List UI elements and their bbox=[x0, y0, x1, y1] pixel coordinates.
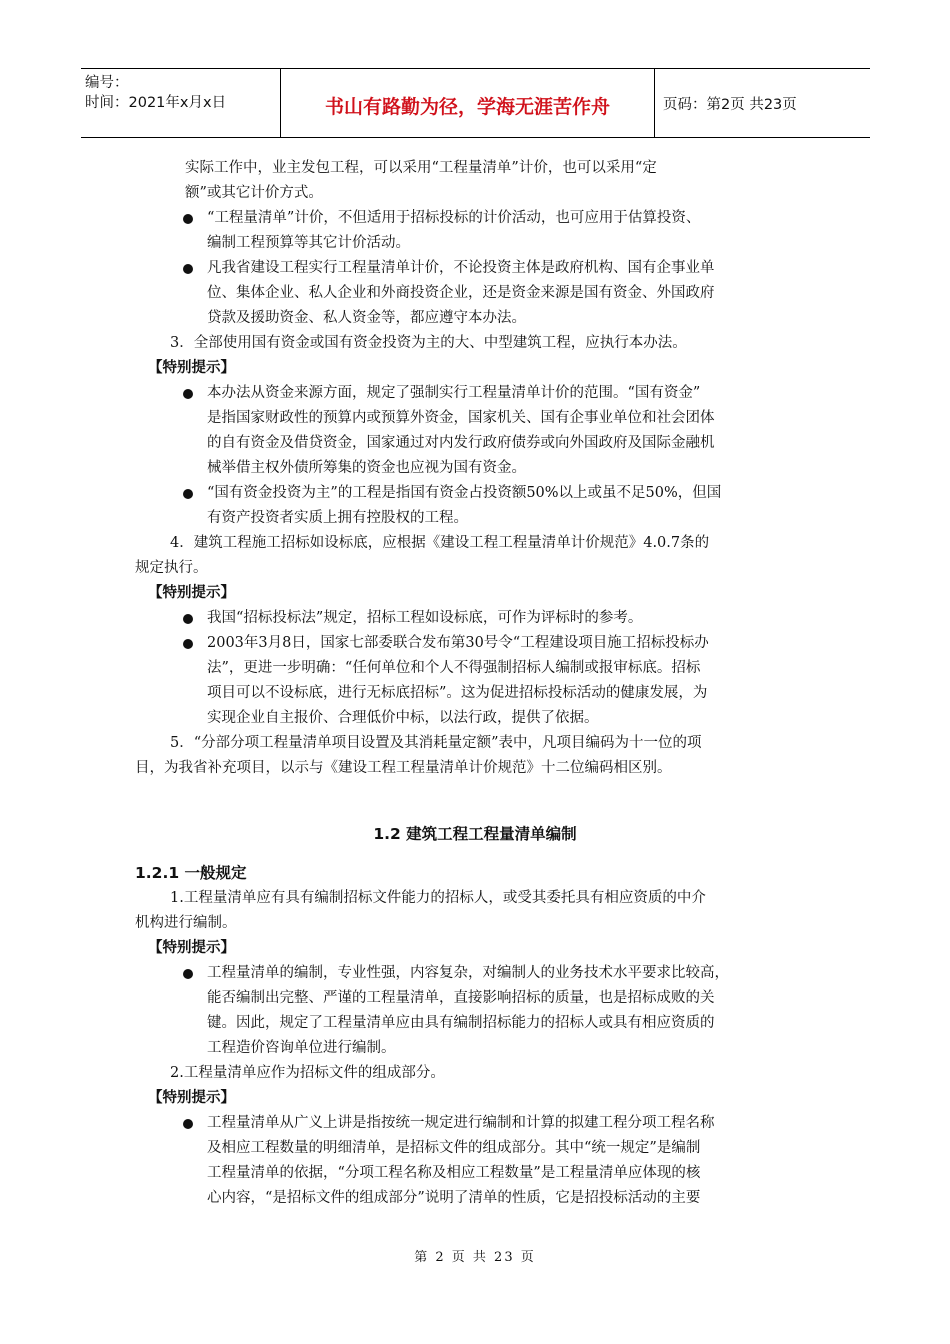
text-line: 法”，更进一步明确：“任何单位和个人不得强制招标人编制或报审标底。招标 bbox=[207, 660, 701, 676]
text-line: 项目可以不设标底，进行无标底招标”。这为促进招标投标活动的健康发展，为 bbox=[207, 685, 708, 701]
text-line: 工程造价咨询单位进行编制。 bbox=[207, 1040, 396, 1056]
bullet-icon bbox=[183, 639, 193, 649]
bullet-item bbox=[135, 256, 815, 331]
text-line: 及相应工程数量的明细清单，是招标文件的组成部分。其中“统一规定”是编制 bbox=[207, 1140, 701, 1156]
intro-paragraph bbox=[135, 156, 815, 206]
special-note-label: 【特别提示】 bbox=[148, 940, 235, 956]
text-line: 是指国家财政性的预算内或预算外资金，国家机关、国有企事业单位和社会团体 bbox=[207, 410, 715, 426]
text-line: 1.工程量清单应有具有编制招标文件能力的招标人，或受其委托具有相应资质的中介 bbox=[170, 890, 706, 906]
bullet-icon bbox=[183, 264, 193, 274]
header-page-info: 页码：第2页 共23页 bbox=[663, 96, 797, 113]
document-header bbox=[81, 68, 870, 138]
text-line: 械举借主权外债所筹集的资金也应视为国有资金。 bbox=[207, 460, 526, 476]
text-line: 的自有资金及借贷资金，国家通过对内发行政府债券或向外国政府及国际金融机 bbox=[207, 435, 715, 451]
bullet-icon bbox=[183, 969, 193, 979]
numbered-item bbox=[135, 886, 815, 936]
text-line: 心内容，“是招标文件的组成部分”说明了清单的性质，它是招投标活动的主要 bbox=[207, 1190, 701, 1206]
text-line: 工程量清单从广义上讲是指按统一规定进行编制和计算的拟建工程分项工程名称 bbox=[207, 1115, 715, 1131]
text-line: 5．“分部分项工程量清单项目设置及其消耗量定额”表中，凡项目编码为十一位的项 bbox=[170, 735, 702, 751]
text-line: 能否编制出完整、严谨的工程量清单，直接影响招标的质量，也是招标成败的关 bbox=[207, 990, 715, 1006]
text-line: 键。因此，规定了工程量清单应由具有编制招标能力的招标人或具有相应资质的 bbox=[207, 1015, 715, 1031]
text-line: “国有资金投资为主”的工程是指国有资金占投资额50%以上或虽不足50%，但国 bbox=[207, 485, 722, 501]
numbered-item: 2.工程量清单应作为招标文件的组成部分。 bbox=[170, 1065, 445, 1081]
text-line: “工程量清单”计价，不但适用于招标投标的计价活动，也可应用于估算投资、 bbox=[207, 210, 701, 226]
bullet-icon bbox=[183, 1119, 193, 1129]
document-body bbox=[135, 156, 815, 1211]
header-motto: 书山有路勤为径，学海无涯苦作舟 bbox=[281, 69, 655, 137]
bullet-item bbox=[135, 481, 815, 531]
numbered-item bbox=[135, 531, 815, 581]
bullet-icon bbox=[183, 614, 193, 624]
numbered-item bbox=[135, 731, 815, 781]
bullet-item bbox=[135, 606, 815, 631]
section-title: 1.2 建筑工程工程量清单编制 bbox=[373, 825, 577, 843]
bullet-item bbox=[135, 206, 815, 256]
text-line: 位、集体企业、私人企业和外商投资企业，还是资金来源是国有资金、外国政府 bbox=[207, 285, 715, 301]
bullet-icon bbox=[183, 389, 193, 399]
text-line: 机构进行编制。 bbox=[135, 915, 237, 931]
numbered-item: 3．全部使用国有资金或国有资金投资为主的大、中型建筑工程，应执行本办法。 bbox=[170, 335, 687, 351]
text-line: 有资产投资者实质上拥有控股权的工程。 bbox=[207, 510, 468, 526]
special-note-label: 【特别提示】 bbox=[148, 1090, 235, 1106]
text-line: 2003年3月8日，国家七部委联合发布第30号令“工程建设项目施工招标投标办 bbox=[207, 635, 709, 651]
special-note-label: 【特别提示】 bbox=[148, 585, 235, 601]
bullet-item bbox=[135, 381, 815, 481]
text-line: 凡我省建设工程实行工程量清单计价，不论投资主体是政府机构、国有企事业单 bbox=[207, 260, 715, 276]
text-line: 实现企业自主报价、合理低价中标，以法行政，提供了依据。 bbox=[207, 710, 599, 726]
bullet-item bbox=[135, 961, 815, 1061]
page-footer: 第 2 页 共 23 页 bbox=[414, 1250, 536, 1265]
bullet-item bbox=[135, 631, 815, 731]
text-line: 额”或其它计价方式。 bbox=[185, 185, 323, 201]
text-line: 规定执行。 bbox=[135, 560, 208, 576]
header-meta bbox=[81, 69, 281, 137]
bullet-icon bbox=[183, 214, 193, 224]
text-line: 实际工作中，业主发包工程，可以采用“工程量清单”计价，也可以采用“定 bbox=[185, 160, 657, 176]
bullet-item bbox=[135, 1111, 815, 1211]
subsection-title: 1.2.1 一般规定 bbox=[135, 864, 247, 882]
date-label: 时间：2021年x月x日 bbox=[85, 95, 227, 111]
text-line: 工程量清单的编制，专业性强，内容复杂，对编制人的业务技术水平要求比较高， bbox=[207, 965, 729, 981]
text-line: 我国“招标投标法”规定，招标工程如设标底，可作为评标时的参考。 bbox=[207, 610, 643, 626]
text-line: 本办法从资金来源方面，规定了强制实行工程量清单计价的范围。“国有资金” bbox=[207, 385, 701, 401]
text-line: 编制工程预算等其它计价活动。 bbox=[207, 235, 410, 251]
number-label: 编号： bbox=[85, 75, 129, 91]
text-line: 目，为我省补充项目，以示与《建设工程工程量清单计价规范》十二位编码相区别。 bbox=[135, 760, 672, 776]
text-line: 贷款及援助资金、私人资金等，都应遵守本办法。 bbox=[207, 310, 526, 326]
bullet-icon bbox=[183, 489, 193, 499]
text-line: 4．建筑工程施工招标如设标底，应根据《建设工程工程量清单计价规范》4.0.7条的 bbox=[170, 535, 710, 551]
text-line: 工程量清单的依据，“分项工程名称及相应工程数量”是工程量清单应体现的核 bbox=[207, 1165, 701, 1181]
special-note-label: 【特别提示】 bbox=[148, 360, 235, 376]
